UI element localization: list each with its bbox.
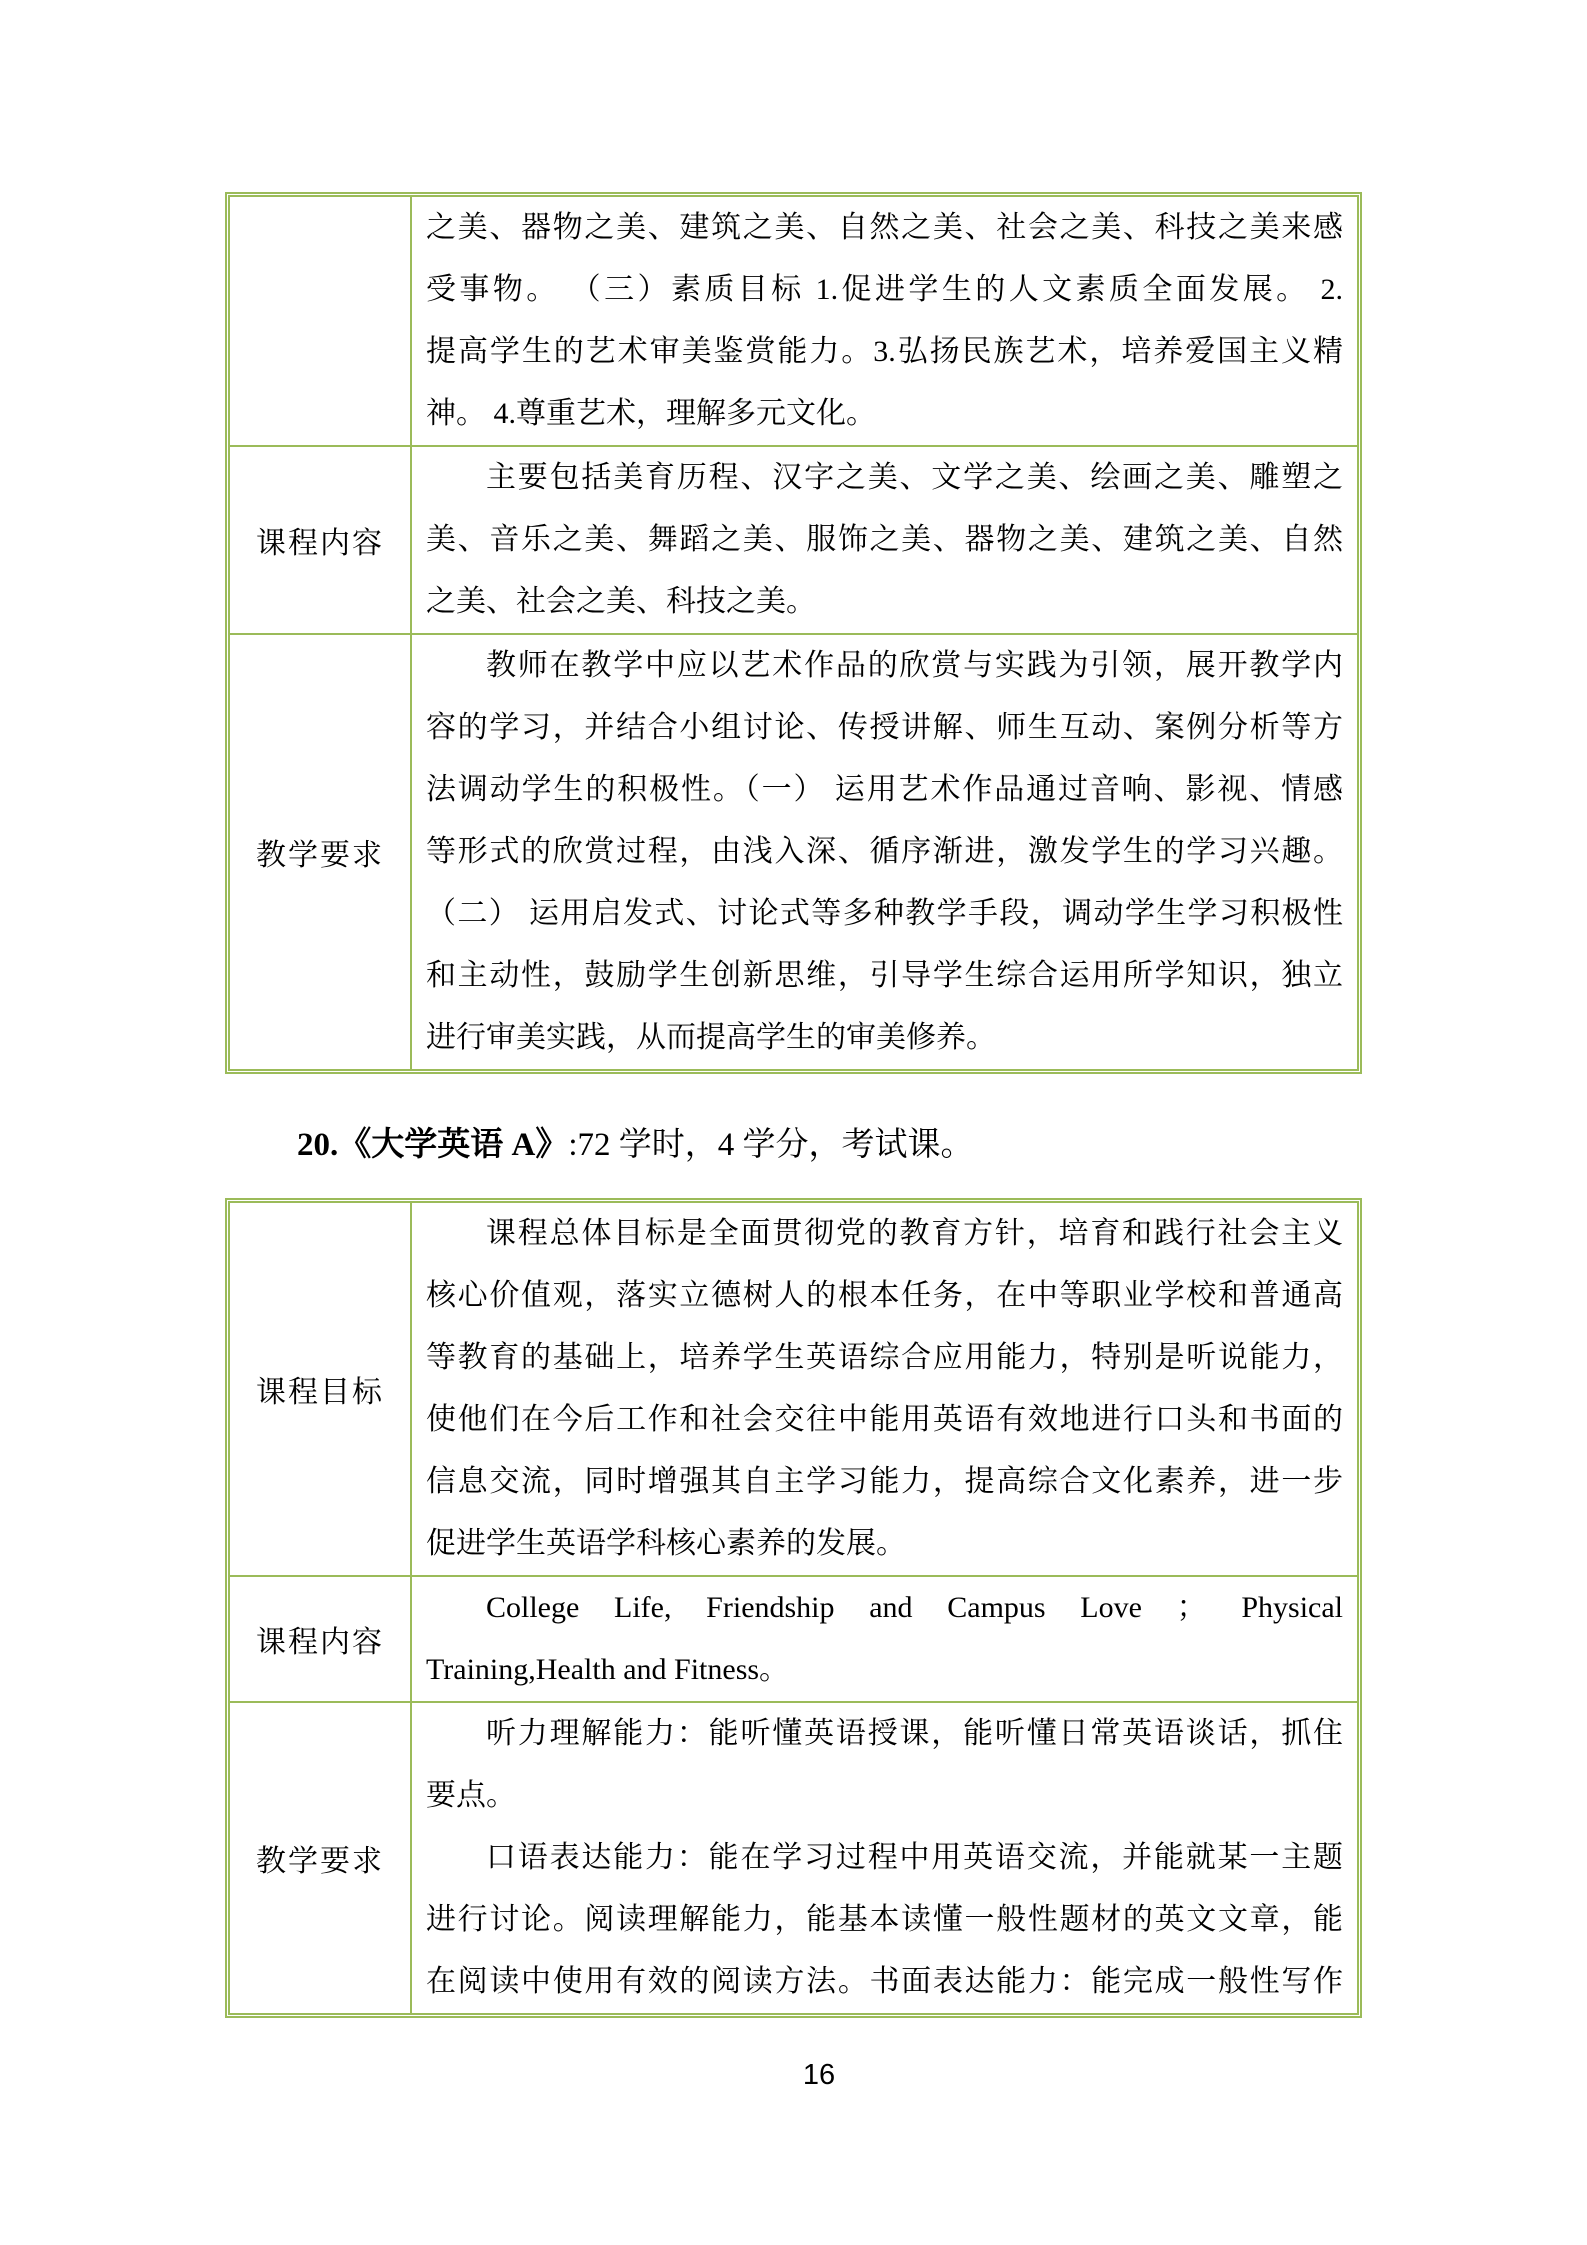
text-line: 提高学生的艺术审美鉴赏能力。3.弘扬民族艺术，培养爱国主义精: [426, 335, 1343, 368]
text-line: 等形式的欣赏过程，由浅入深、循序渐进，激发学生的学习兴趣。: [426, 835, 1343, 868]
text-line: 使他们在今后工作和社会交往中能用英语有效地进行口头和书面的: [426, 1403, 1343, 1436]
text-line: 在阅读中使用有效的阅读方法。书面表达能力：能完成一般性写作: [426, 1965, 1343, 1998]
course-20-meta: :72 学时，4 学分，考试课。: [568, 1127, 974, 1163]
text-line: 教师在教学中应以艺术作品的欣赏与实践为引领，展开教学内: [486, 649, 1343, 682]
text-line: 口语表达能力：能在学习过程中用英语交流，并能就某一主题: [486, 1841, 1343, 1874]
table-row: [230, 445, 1357, 633]
text-line: 法调动学生的积极性。（一） 运用艺术作品通过音响、影视、情感: [426, 773, 1343, 806]
table-row: [230, 1575, 1357, 1701]
content-cell-course-content: [410, 1577, 1357, 1701]
content-cell-teaching-requirements: [410, 1703, 1357, 2013]
table-college-english-a: [225, 1198, 1362, 2018]
text-line: 进行讨论。阅读理解能力，能基本读懂一般性题材的英文文章，能: [426, 1903, 1343, 1936]
text-line: 要点。: [426, 1779, 516, 1812]
text-line: 美、音乐之美、舞蹈之美、服饰之美、器物之美、建筑之美、自然: [426, 523, 1343, 556]
table-row: [230, 1203, 1357, 1575]
text-line: 神。 4.尊重艺术，理解多元文化。: [426, 397, 876, 430]
text-line: 之美、器物之美、建筑之美、自然之美、社会之美、科技之美来感: [426, 211, 1343, 244]
row-label-course-content: 课程内容: [256, 1626, 384, 1659]
content-cell-objectives-continued: [410, 197, 1357, 445]
text-line: 课程总体目标是全面贯彻党的教育方针，培育和践行社会主义: [486, 1217, 1343, 1250]
page-number: 16: [802, 2059, 836, 2091]
row-label-teaching-requirements: 教学要求: [256, 839, 384, 872]
text-line: 促进学生英语学科核心素养的发展。: [426, 1527, 906, 1560]
text-line: 信息交流，同时增强其自主学习能力，提高综合文化素养，进一步: [426, 1465, 1343, 1498]
content-cell-teaching-requirements: [410, 635, 1357, 1069]
text-line: 容的学习，并结合小组讨论、传授讲解、师生互动、案例分析等方: [426, 711, 1343, 744]
text-line: College Life, Friendship and Campus Love ； Physical: [486, 1591, 1343, 1624]
course-20-title: 20.《大学英语 A》: [297, 1127, 569, 1163]
content-cell-course-content: [410, 447, 1357, 633]
table-aesthetics-course: [225, 192, 1362, 1074]
row-label-course-objectives: 课程目标: [256, 1376, 384, 1409]
text-line: （二） 运用启发式、讨论式等多种教学手段，调动学生学习积极性: [426, 897, 1343, 930]
text-line: Training,Health and Fitness。: [426, 1653, 790, 1686]
row-label-empty: [230, 197, 410, 445]
text-line: 主要包括美育历程、汉字之美、文学之美、绘画之美、雕塑之: [486, 461, 1343, 494]
text-line: 之美、社会之美、科技之美。: [426, 585, 816, 618]
text-line: 核心价值观，落实立德树人的根本任务，在中等职业学校和普通高: [426, 1279, 1343, 1312]
table-row: [230, 197, 1357, 445]
row-label-teaching-requirements: 教学要求: [256, 1845, 384, 1878]
text-line: 听力理解能力：能听懂英语授课，能听懂日常英语谈话，抓住: [486, 1717, 1343, 1750]
row-label-course-content: 课程内容: [256, 527, 384, 560]
content-cell-course-objectives: [410, 1203, 1357, 1575]
text-line: 受事物。 （三）素质目标 1.促进学生的人文素质全面发展。 2.: [426, 273, 1343, 306]
text-line: 和主动性，鼓励学生创新思维，引导学生综合运用所学知识，独立: [426, 959, 1343, 992]
course-20-heading: [297, 1121, 974, 1169]
text-line: 进行审美实践，从而提高学生的审美修养。: [426, 1021, 996, 1054]
table-row: [230, 633, 1357, 1069]
table-row: [230, 1701, 1357, 2013]
text-line: 等教育的基础上，培养学生英语综合应用能力，特别是听说能力，: [426, 1341, 1343, 1374]
